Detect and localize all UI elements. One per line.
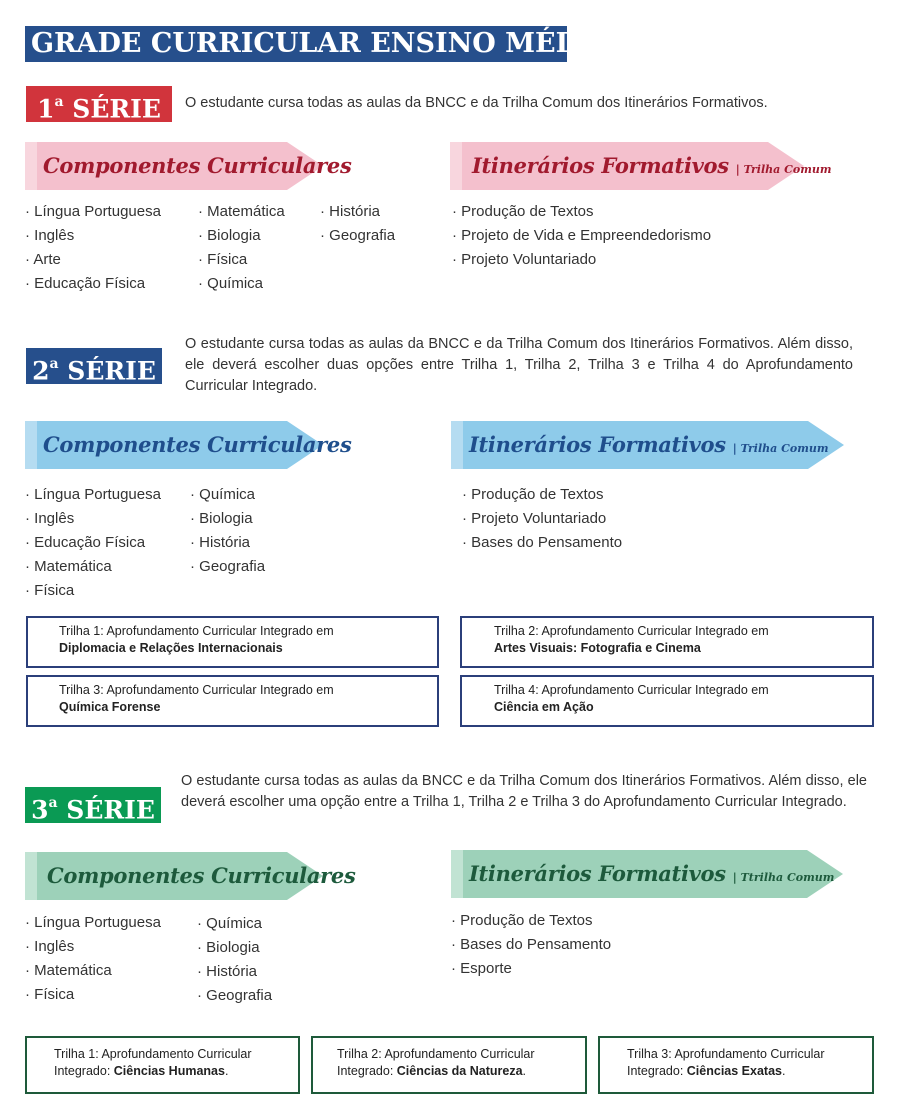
banner-title bbox=[472, 142, 831, 190]
trilha-name: Química Forense bbox=[59, 700, 161, 714]
banner-title bbox=[469, 850, 834, 898]
trilha-label: Trilha 3: Aprofundamento Curricular Integrado em bbox=[59, 683, 334, 697]
serie-1-itinerarios-list bbox=[452, 200, 711, 272]
list-item: · História bbox=[320, 200, 395, 224]
list-item: · Bases do Pensamento bbox=[462, 531, 622, 555]
list-item: · História bbox=[197, 960, 272, 984]
serie-2-label: SÉRIE bbox=[67, 356, 156, 386]
list-item: · Produção de Textos bbox=[452, 200, 711, 224]
serie-1-itinerarios-banner bbox=[450, 142, 832, 190]
trilha-name: Ciência em Ação bbox=[494, 700, 594, 714]
serie-3-badge bbox=[25, 787, 161, 823]
serie-3-trilha-3-box bbox=[598, 1036, 874, 1094]
serie-3-label: SÉRIE bbox=[66, 795, 155, 825]
serie-2-itinerarios-list bbox=[462, 483, 622, 555]
list-item: · Língua Portuguesa bbox=[25, 483, 161, 507]
list-item: · Arte bbox=[25, 248, 161, 272]
serie-2-components-banner bbox=[25, 421, 352, 469]
list-item: · Produção de Textos bbox=[451, 909, 611, 933]
serie-2-components-col-2 bbox=[190, 483, 265, 579]
serie-3-number: 3 bbox=[31, 795, 49, 825]
trilha-label-line-2 bbox=[54, 1063, 298, 1080]
trilha-period: . bbox=[522, 1064, 527, 1078]
list-item: · História bbox=[190, 531, 265, 555]
banner-subtitle: | Trilha Comum bbox=[732, 442, 829, 455]
trilha-label: Integrado: bbox=[337, 1064, 394, 1078]
serie-2-number: 2 bbox=[32, 356, 50, 386]
serie-3-components-col-1 bbox=[25, 911, 161, 1007]
serie-2-trilha-4-box bbox=[460, 675, 874, 727]
serie-2-itinerarios-banner bbox=[451, 421, 844, 469]
serie-1-badge bbox=[26, 86, 172, 122]
list-item: · Inglês bbox=[25, 935, 161, 959]
list-item: · Projeto Voluntariado bbox=[462, 507, 622, 531]
list-item: · Química bbox=[198, 272, 285, 296]
banner-subtitle: | Ttrilha Comum bbox=[732, 871, 835, 884]
banner-title-main: Itinerários Formativos bbox=[469, 861, 726, 886]
trilha-name: Ciências Humanas bbox=[113, 1064, 225, 1078]
banner-title: Componentes Curriculares bbox=[43, 432, 352, 457]
list-item: · Língua Portuguesa bbox=[25, 200, 161, 224]
trilha-label-line-2 bbox=[337, 1063, 585, 1080]
serie-1-intro: O estudante cursa todas as aulas da BNCC e da Trilha Comum dos Itinerários Formativos. bbox=[185, 95, 768, 111]
serie-1-number: 1 bbox=[37, 94, 55, 124]
trilha-label-line-2 bbox=[627, 1063, 872, 1080]
list-item: · Projeto de Vida e Empreendedorismo bbox=[452, 224, 711, 248]
serie-2-ordinal: a bbox=[49, 356, 59, 372]
banner-subtitle: | Trilha Comum bbox=[735, 163, 832, 176]
trilha-label: Trilha 2: Aprofundamento Curricular Integrado em bbox=[494, 624, 769, 638]
list-item: · Esporte bbox=[451, 957, 611, 981]
serie-2-trilha-3-box bbox=[26, 675, 439, 727]
serie-1-label: SÉRIE bbox=[72, 94, 161, 124]
serie-1-components-banner bbox=[25, 142, 352, 190]
list-item: · Inglês bbox=[25, 507, 161, 531]
serie-3-ordinal: a bbox=[48, 795, 58, 811]
list-item: · Geografia bbox=[320, 224, 395, 248]
trilha-name: Diplomacia e Relações Internacionais bbox=[59, 641, 283, 655]
list-item: · Matemática bbox=[198, 200, 285, 224]
banner-title-main: Itinerários Formativos bbox=[469, 432, 726, 457]
serie-2-intro: O estudante cursa todas as aulas da BNCC e da Trilha Comum dos Itinerários Formativos. Além disso, ele deverá escolher duas opções entre Trilha 1, Trilha 2, Trilha 3 e Trilha 4 do Aprofundamento Curricular Integrado. bbox=[185, 336, 853, 394]
serie-2-badge bbox=[26, 348, 162, 384]
serie-2-trilha-2-box bbox=[460, 616, 874, 668]
serie-3-trilha-1-box bbox=[25, 1036, 300, 1094]
serie-1-components-col-2 bbox=[198, 200, 285, 296]
trilha-label: Trilha 3: Aprofundamento Curricular bbox=[627, 1047, 825, 1061]
list-item: · Produção de Textos bbox=[462, 483, 622, 507]
serie-2-components-col-1 bbox=[25, 483, 161, 603]
trilha-period: . bbox=[781, 1064, 786, 1078]
serie-3-itinerarios-banner bbox=[451, 850, 843, 898]
list-item: · Educação Física bbox=[25, 531, 161, 555]
trilha-label: Trilha 2: Aprofundamento Curricular bbox=[337, 1047, 535, 1061]
serie-1-components-col-1 bbox=[25, 200, 161, 296]
trilha-name: Ciências Exatas bbox=[686, 1064, 782, 1078]
list-item: · Biologia bbox=[198, 224, 285, 248]
trilha-label: Trilha 1: Aprofundamento Curricular bbox=[54, 1047, 252, 1061]
serie-3-components-col-2 bbox=[197, 912, 272, 1008]
list-item: · Química bbox=[197, 912, 272, 936]
list-item: · Bases do Pensamento bbox=[451, 933, 611, 957]
list-item: · Educação Física bbox=[25, 272, 161, 296]
list-item: · Biologia bbox=[190, 507, 265, 531]
page-title: GRADE CURRICULAR ENSINO MÉDIO bbox=[25, 26, 567, 62]
trilha-label: Trilha 1: Aprofundamento Curricular Integrado em bbox=[59, 624, 334, 638]
list-item: · Língua Portuguesa bbox=[25, 911, 161, 935]
serie-3-components-banner bbox=[25, 852, 356, 900]
trilha-name: Ciências da Natureza bbox=[396, 1064, 523, 1078]
list-item: · Física bbox=[25, 983, 161, 1007]
list-item: · Matemática bbox=[25, 555, 161, 579]
trilha-period: . bbox=[224, 1064, 229, 1078]
banner-title: Componentes Curriculares bbox=[43, 153, 352, 178]
trilha-label: Integrado: bbox=[54, 1064, 111, 1078]
list-item: · Geografia bbox=[197, 984, 272, 1008]
list-item: · Projeto Voluntariado bbox=[452, 248, 711, 272]
trilha-label: Trilha 4: Aprofundamento Curricular Integrado em bbox=[494, 683, 769, 697]
banner-title bbox=[469, 421, 828, 469]
trilha-label: Integrado: bbox=[627, 1064, 684, 1078]
list-item: · Geografia bbox=[190, 555, 265, 579]
list-item: · Inglês bbox=[25, 224, 161, 248]
list-item: · Biologia bbox=[197, 936, 272, 960]
trilha-name: Artes Visuais: Fotografia e Cinema bbox=[494, 641, 701, 655]
list-item: · Química bbox=[190, 483, 265, 507]
serie-3-intro: O estudante cursa todas as aulas da BNCC e da Trilha Comum dos Itinerários Formativos. Além disso, ele deverá escolher uma opção entre a Trilha 1, Trilha 2 e Trilha 3 do Aprofundamento Curricular Integrado. bbox=[181, 773, 867, 810]
serie-3-itinerarios-list bbox=[451, 909, 611, 981]
list-item: · Física bbox=[198, 248, 285, 272]
banner-title: Componentes Curriculares bbox=[47, 863, 356, 888]
banner-title-main: Itinerários Formativos bbox=[472, 153, 729, 178]
serie-1-ordinal: a bbox=[54, 94, 64, 110]
list-item: · Física bbox=[25, 579, 161, 603]
serie-2-trilha-1-box bbox=[26, 616, 439, 668]
serie-1-components-col-3 bbox=[320, 200, 395, 248]
serie-3-trilha-2-box bbox=[311, 1036, 587, 1094]
list-item: · Matemática bbox=[25, 959, 161, 983]
